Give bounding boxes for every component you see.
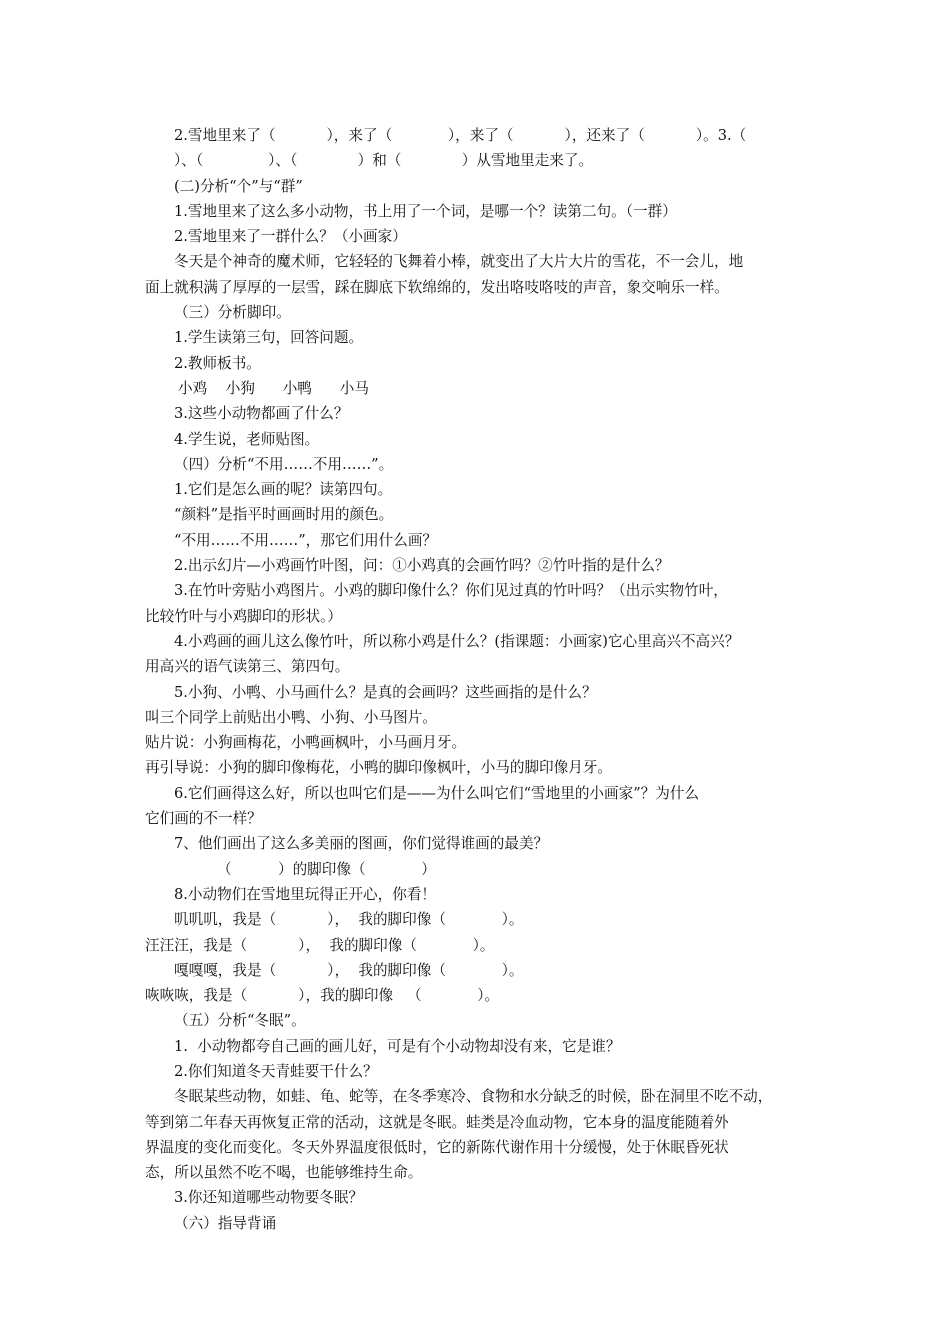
- text-line-l16: “颜料”是指平时画画时用的颜色。: [174, 506, 394, 524]
- text-line-l22: 用高兴的语气读第三、第四句。: [145, 658, 350, 676]
- text-line-l20: 比较竹叶与小鸡脚印的形状。）: [145, 607, 343, 625]
- text-line-l15: 1.它们是怎么画的呢？读第四句。: [174, 481, 393, 499]
- text-line-l13: 4.学生说，老师贴图。: [174, 430, 320, 448]
- text-line-l10: 2.教师板书。: [174, 354, 261, 372]
- text-line-l17: “不用……不用……”，那它们用什么画？: [174, 531, 438, 549]
- text-line-l23: 5.小狗、小鸭、小马画什么？是真的会画吗？这些画指的是什么？: [174, 683, 597, 701]
- text-line-l05: 2.雪地里来了一群什么？（小画家）: [174, 228, 407, 246]
- text-line-l43: 3.你还知道哪些动物要冬眠？: [174, 1189, 364, 1207]
- text-line-l21: 4.小鸡画的画儿这么像竹叶，所以称小鸡是什么？(指课题：小画家)它心里高兴不高兴？: [174, 632, 740, 650]
- text-line-l30: （ ）的脚印像（ ）: [217, 860, 436, 878]
- document-body: [145, 123, 825, 1236]
- text-line-l44: （六）指导背诵: [174, 1214, 277, 1232]
- text-line-l18: 2.出示幻片—小鸡画竹叶图，问：①小鸡真的会画竹吗？②竹叶指的是什么？: [174, 557, 670, 575]
- text-line-l04: 1.雪地里来了这么多小动物，书上用了一个词，是哪一个？读第二句。（一群）: [174, 202, 677, 220]
- text-line-l09: 1.学生读第三句，回答问题。: [174, 329, 364, 347]
- text-line-l34: 嘎嘎嘎，我是（ ）， 我的脚印像（ ）。: [174, 961, 524, 979]
- text-line-l26: 再引导说：小狗的脚印像梅花，小鸭的脚印像枫叶，小马的脚印像月牙。: [145, 759, 613, 777]
- text-line-l28: 它们画的不一样？: [145, 810, 262, 828]
- text-line-l27: 6.它们画得这么好，所以也叫它们是——为什么叫它们“雪地里的小画家”？为什么: [174, 784, 700, 802]
- text-line-l19: 3.在竹叶旁贴小鸡图片。小鸡的脚印像什么？你们见过真的竹叶吗？（出示实物竹叶，: [174, 582, 728, 600]
- text-line-l32: 叽叽叽，我是（ ）， 我的脚印像（ ）。: [174, 911, 524, 929]
- text-line-l14: （四）分析“不用……不用……”。: [174, 455, 394, 473]
- text-line-l40: 等到第二年春天再恢复正常的活动，这就是冬眠。蛙类是冷血动物，它本身的温度能随着外: [145, 1113, 729, 1131]
- text-line-l03: (二)分析“个”与“群”: [174, 177, 303, 195]
- text-line-l12: 3.这些小动物都画了什么？: [174, 405, 349, 423]
- text-line-l31: 8.小动物们在雪地里玩得正开心，你看！: [174, 885, 437, 903]
- text-line-l37: 1. 小动物都夸自己画的画儿好，可是有个小动物却没有来，它是谁？: [174, 1037, 621, 1055]
- text-line-l35: 咴咴咴，我是（ ），我的脚印像 （ ）。: [145, 987, 500, 1005]
- text-line-l25: 贴片说：小狗画梅花，小鸭画枫叶，小马画月牙。: [145, 734, 467, 752]
- text-line-l38: 2.你们知道冬天青蛙要干什么？: [174, 1062, 378, 1080]
- text-line-l07: 面上就积满了厚厚的一层雪，踩在脚底下软绵绵的，发出咯吱咯吱的声音，象交响乐一样。: [145, 278, 729, 296]
- text-line-l11: 小鸡 小狗 小鸭 小马: [178, 379, 369, 397]
- text-line-l39: 冬眠某些动物，如蛙、龟、蛇等，在冬季寒冷、食物和水分缺乏的时候，卧在洞里不吃不动，: [174, 1088, 773, 1106]
- text-line-l29: 7、他们画出了这么多美丽的图画，你们觉得谁画的最美？: [174, 835, 549, 853]
- text-line-l42: 态，所以虽然不吃不喝，也能够维持生命。: [145, 1164, 423, 1182]
- text-line-l24: 叫三个同学上前贴出小鸭、小狗、小马图片。: [145, 708, 437, 726]
- text-line-l41: 界温度的变化而变化。冬天外界温度很低时，它的新陈代谢作用十分缓慢，处于休眠昏死状: [145, 1138, 729, 1156]
- text-line-l01: 2.雪地里来了（ ），来了（ ），来了（ ），还来了（ ）。3.（: [174, 127, 747, 144]
- text-line-l36: （五）分析“冬眠”。: [174, 1012, 306, 1030]
- text-line-l02: ）、（ ）、（ ）和（ ）从雪地里走来了。: [174, 152, 594, 170]
- text-line-l08: （三）分析脚印。: [174, 304, 291, 322]
- text-line-l33: 汪汪汪，我是（ ）， 我的脚印像（ ）。: [145, 936, 495, 954]
- text-line-l06: 冬天是个神奇的魔术师，它轻轻的飞舞着小棒，就变出了大片大片的雪花，不一会儿，地: [174, 253, 744, 271]
